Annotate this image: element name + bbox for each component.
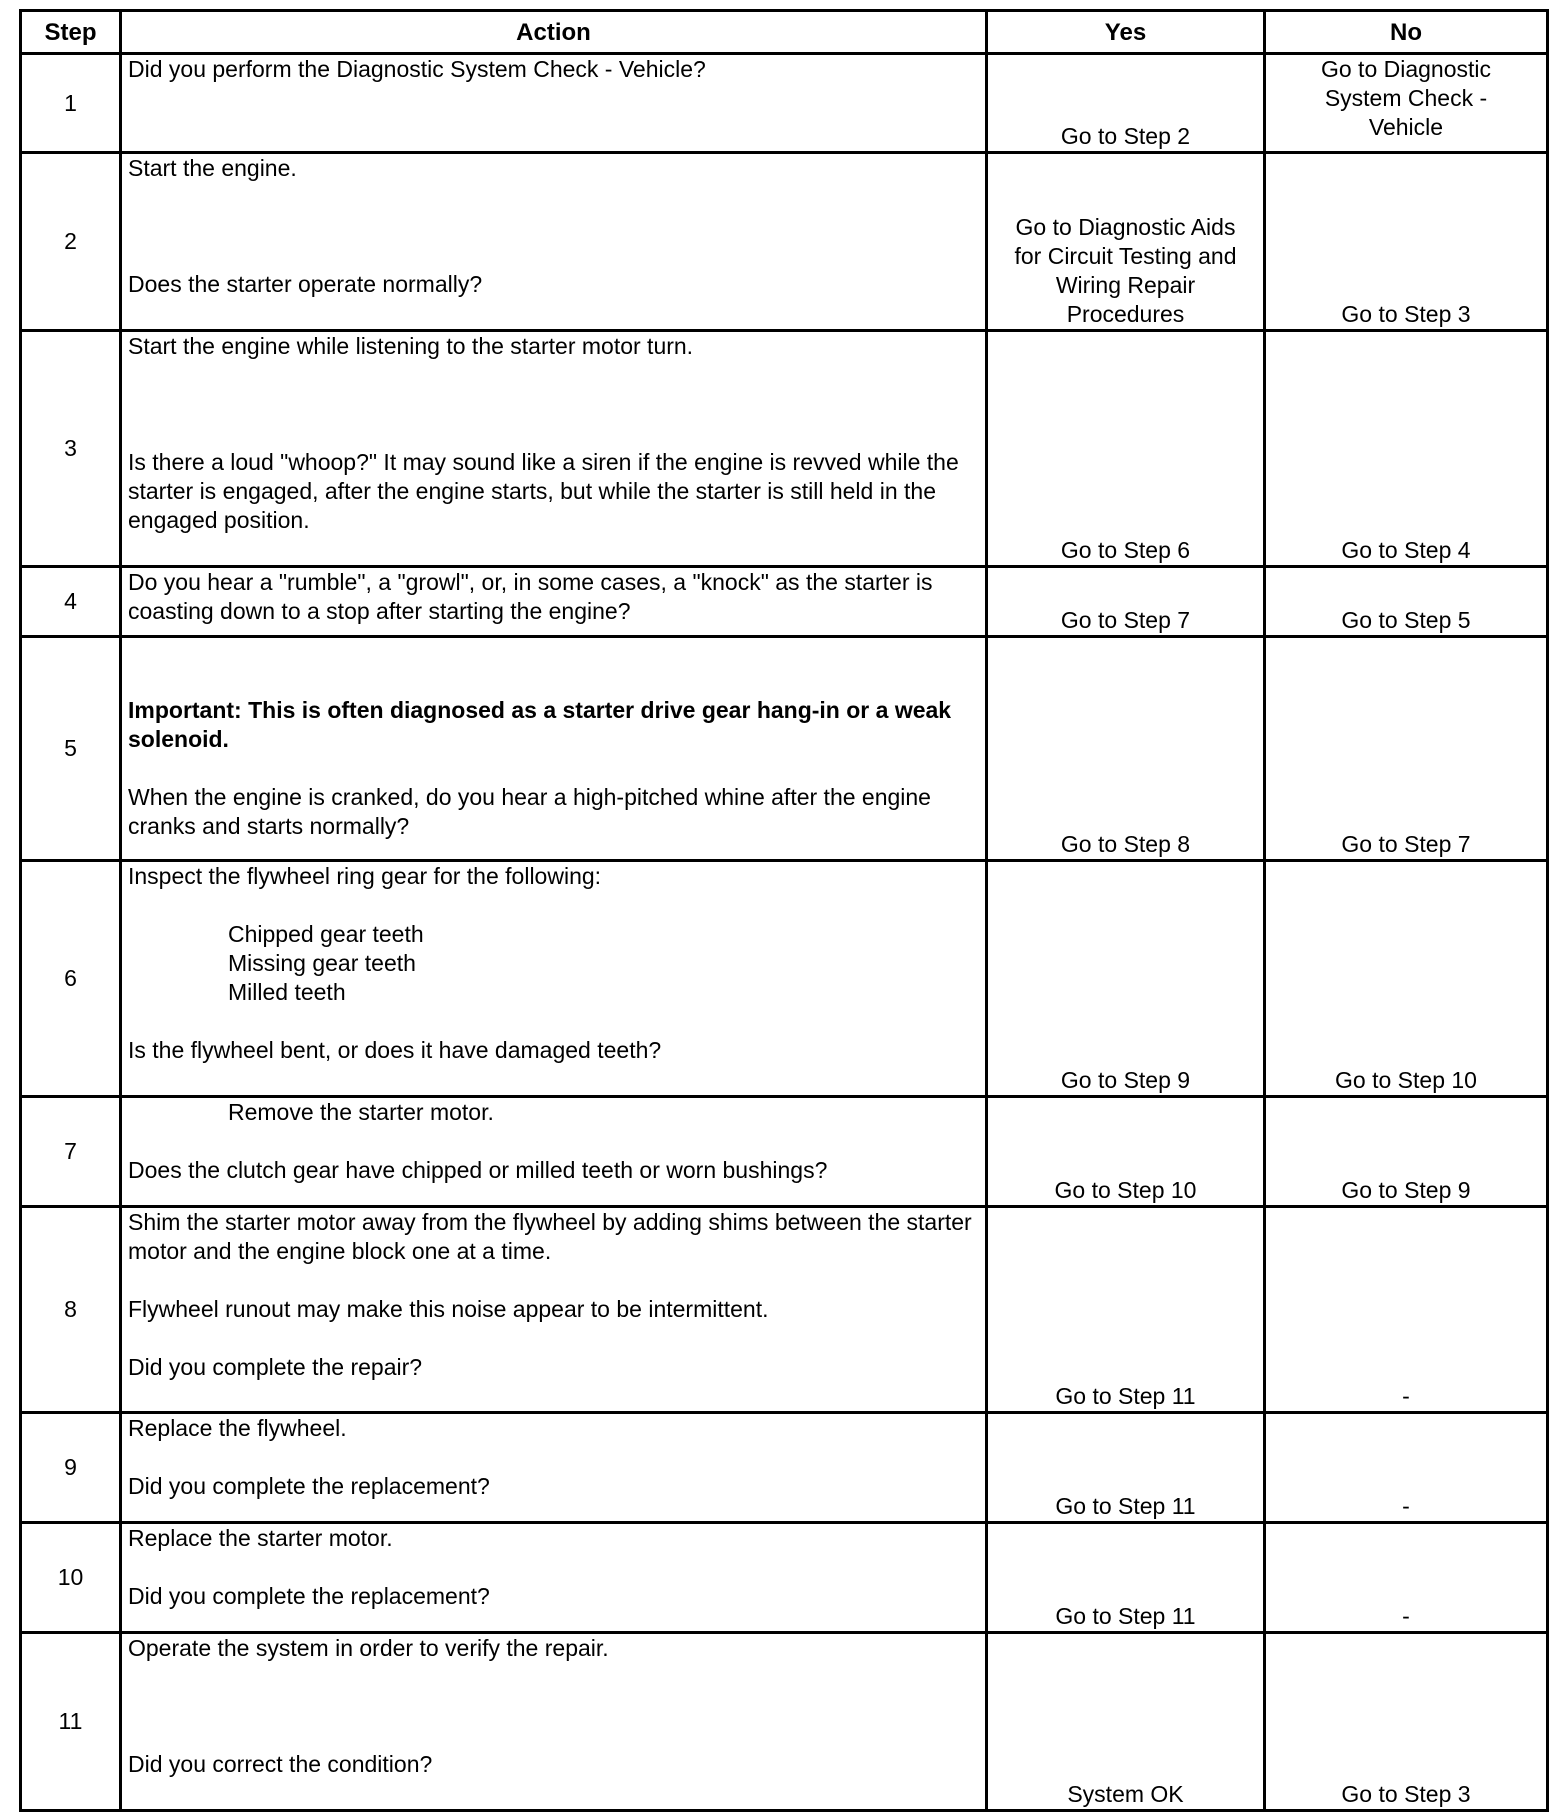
- action-question: Did you complete the replacement?: [128, 1473, 490, 1499]
- action-cell: [121, 331, 987, 567]
- action-cell: [121, 861, 987, 1097]
- table-row: [21, 1633, 1548, 1811]
- yes-cell: Go to Step 6: [987, 331, 1265, 567]
- table-row: [21, 567, 1548, 637]
- action-text: Did you perform the Diagnostic System Check - Vehicle?: [128, 56, 706, 82]
- action-question: Is the flywheel bent, or does it have damaged teeth?: [128, 1037, 662, 1063]
- step-number: 11: [21, 1633, 121, 1811]
- step-number: 10: [21, 1523, 121, 1633]
- yes-cell: Go to Step 11: [987, 1523, 1265, 1633]
- diagnostic-table: [19, 9, 1549, 1812]
- header-no: No: [1265, 11, 1548, 54]
- action-question: Did you correct the condition?: [128, 1751, 433, 1777]
- step-number: 8: [21, 1207, 121, 1413]
- list-item: Milled teeth: [228, 979, 346, 1005]
- table-row: [21, 861, 1548, 1097]
- action-text: Replace the starter motor.: [128, 1525, 393, 1551]
- no-cell: -: [1265, 1523, 1548, 1633]
- action-question: Did you complete the repair?: [128, 1354, 423, 1380]
- action-cell: [121, 567, 987, 637]
- step-number: 4: [21, 567, 121, 637]
- yes-cell: Go to Step 11: [987, 1207, 1265, 1413]
- step-number: 2: [21, 153, 121, 331]
- action-text: Start the engine.: [128, 155, 297, 181]
- action-cell: [121, 1523, 987, 1633]
- table-row: [21, 153, 1548, 331]
- action-text: Operate the system in order to verify the repair.: [128, 1635, 609, 1661]
- action-cell: [121, 1413, 987, 1523]
- yes-cell: Go to Step 8: [987, 637, 1265, 861]
- table-row: [21, 1413, 1548, 1523]
- action-text: Shim the starter motor away from the flywheel by adding shims between the starter motor and the engine block one at a time.: [128, 1209, 979, 1264]
- important-note: Important: This is often diagnosed as a starter drive gear hang-in or a weak solenoid.: [128, 697, 958, 752]
- list-item: Missing gear teeth: [228, 950, 416, 976]
- action-cell: [121, 153, 987, 331]
- action-text: Replace the flywheel.: [128, 1415, 347, 1441]
- no-cell: Go to Step 10: [1265, 861, 1548, 1097]
- action-text: Inspect the flywheel ring gear for the following:: [128, 863, 602, 889]
- action-question: When the engine is cranked, do you hear a high-pitched whine after the engine cranks and starts normally?: [128, 784, 938, 839]
- yes-cell: System OK: [987, 1633, 1265, 1811]
- action-question: Did you complete the replacement?: [128, 1583, 490, 1609]
- header-action: Action: [121, 11, 987, 54]
- step-number: 5: [21, 637, 121, 861]
- action-question: Do you hear a "rumble", a "growl", or, in some cases, a "knock" as the starter is coasting down to a stop after starting the engine?: [128, 569, 939, 624]
- yes-cell: Go to Diagnostic Aids for Circuit Testing and Wiring Repair Procedures: [987, 153, 1265, 331]
- no-cell: -: [1265, 1207, 1548, 1413]
- no-cell: Go to Step 9: [1265, 1097, 1548, 1207]
- action-cell: [121, 1097, 987, 1207]
- no-cell: Go to Diagnostic System Check - Vehicle: [1265, 54, 1548, 153]
- action-cell: [121, 637, 987, 861]
- no-cell: Go to Step 3: [1265, 1633, 1548, 1811]
- step-number: 1: [21, 54, 121, 153]
- list-item: Chipped gear teeth: [228, 921, 424, 947]
- no-cell: -: [1265, 1413, 1548, 1523]
- yes-cell: Go to Step 9: [987, 861, 1265, 1097]
- header-yes: Yes: [987, 11, 1265, 54]
- step-number: 7: [21, 1097, 121, 1207]
- table-row: [21, 1523, 1548, 1633]
- table-row: [21, 1207, 1548, 1413]
- no-cell: Go to Step 3: [1265, 153, 1548, 331]
- header-step: Step: [21, 11, 121, 54]
- no-cell: Go to Step 5: [1265, 567, 1548, 637]
- action-question: Does the starter operate normally?: [128, 271, 483, 297]
- yes-cell: Go to Step 7: [987, 567, 1265, 637]
- no-cell: Go to Step 7: [1265, 637, 1548, 861]
- action-text: Start the engine while listening to the starter motor turn.: [128, 333, 694, 359]
- header-row: [21, 11, 1548, 54]
- action-text: Remove the starter motor.: [228, 1099, 494, 1125]
- no-cell: Go to Step 4: [1265, 331, 1548, 567]
- step-number: 6: [21, 861, 121, 1097]
- action-cell: [121, 1633, 987, 1811]
- yes-cell: Go to Step 11: [987, 1413, 1265, 1523]
- action-note: Flywheel runout may make this noise appear to be intermittent.: [128, 1296, 769, 1322]
- action-question: Does the clutch gear have chipped or milled teeth or worn bushings?: [128, 1157, 828, 1183]
- table-row: [21, 54, 1548, 153]
- table-row: [21, 331, 1548, 567]
- action-cell: [121, 1207, 987, 1413]
- step-number: 9: [21, 1413, 121, 1523]
- table-row: [21, 1097, 1548, 1207]
- action-cell: [121, 54, 987, 153]
- action-question: Is there a loud "whoop?" It may sound like a siren if the engine is revved while the starter is engaged, after the engine starts, but while the starter is still held in the engaged position.: [128, 449, 966, 533]
- table-row: [21, 637, 1548, 861]
- yes-cell: Go to Step 2: [987, 54, 1265, 153]
- yes-cell: Go to Step 10: [987, 1097, 1265, 1207]
- step-number: 3: [21, 331, 121, 567]
